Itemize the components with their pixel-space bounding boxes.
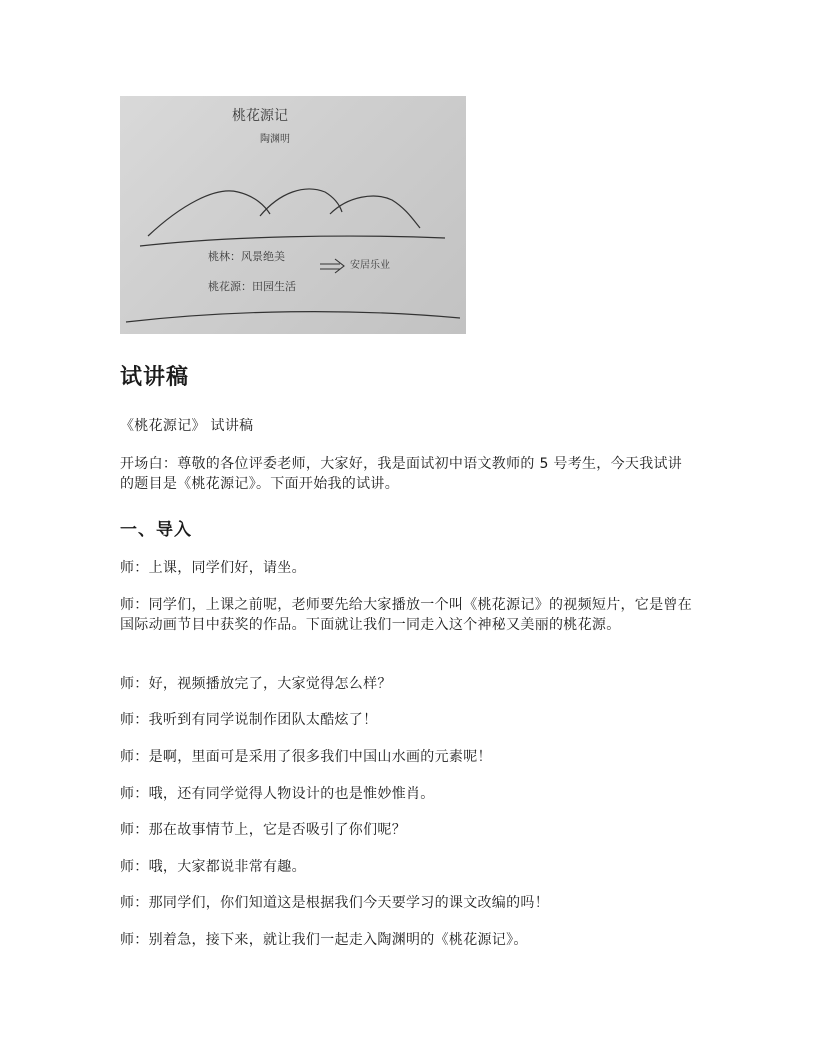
page-title: 试讲稿 [120, 365, 190, 390]
sketch-line1: 桃林：风景绝美 [208, 250, 285, 263]
paragraph-7: 师：那在故事情节上，它是否吸引了你们呢？ [120, 822, 406, 838]
section-heading-intro: 一、导入 [120, 520, 192, 540]
paragraph-6: 师：哦，还有同学觉得人物设计的也是惟妙惟肖。 [120, 786, 435, 802]
paragraph-8: 师：哦，大家都说非常有趣。 [120, 859, 306, 875]
paragraph-2: 师：同学们，上课之前呢，老师要先给大家播放一个叫《桃花源记》的视频短片，它是曾在国际动画节目中获奖的作品。下面就让我们一同走入这个神秘又美丽的桃花源。 [120, 597, 692, 633]
sketch-drawing [120, 96, 466, 334]
paragraph-5: 师：是啊，里面可是采用了很多我们中国山水画的元素呢！ [120, 749, 492, 765]
paragraph-4: 师：我听到有同学说制作团队太酷炫了！ [120, 712, 378, 728]
arrow-icon [320, 259, 344, 273]
paragraph-9: 师：那同学们，你们知道这是根据我们今天要学习的课文改编的吗！ [120, 895, 549, 911]
paragraph-3: 师：好，视频播放完了，大家觉得怎么样？ [120, 676, 392, 692]
sketch-author: 陶渊明 [260, 134, 290, 145]
mountain-middle [260, 189, 342, 216]
sketch-right: 安居乐业 [350, 260, 390, 271]
blackboard-sketch-photo [120, 96, 466, 334]
sketch-title: 桃花源记 [232, 108, 288, 124]
paragraph-10: 师：别着急，接下来，就让我们一起走入陶渊明的《桃花源记》。 [120, 932, 528, 948]
bottom-line [126, 312, 460, 322]
opening-paragraph: 开场白：尊敬的各位评委老师，大家好，我是面试初中语文教师的 5 号考生，今天我试讲的题目是《桃花源记》。下面开始我的试讲。 [120, 456, 683, 492]
subtitle: 《桃花源记》 试讲稿 [120, 418, 254, 434]
mountain-left [148, 191, 270, 236]
sketch-line2: 桃花源：田园生活 [208, 280, 296, 293]
mountain-right [330, 196, 420, 228]
paragraph-1: 师：上课，同学们好，请坐。 [120, 560, 306, 576]
horizon-line [140, 236, 445, 246]
